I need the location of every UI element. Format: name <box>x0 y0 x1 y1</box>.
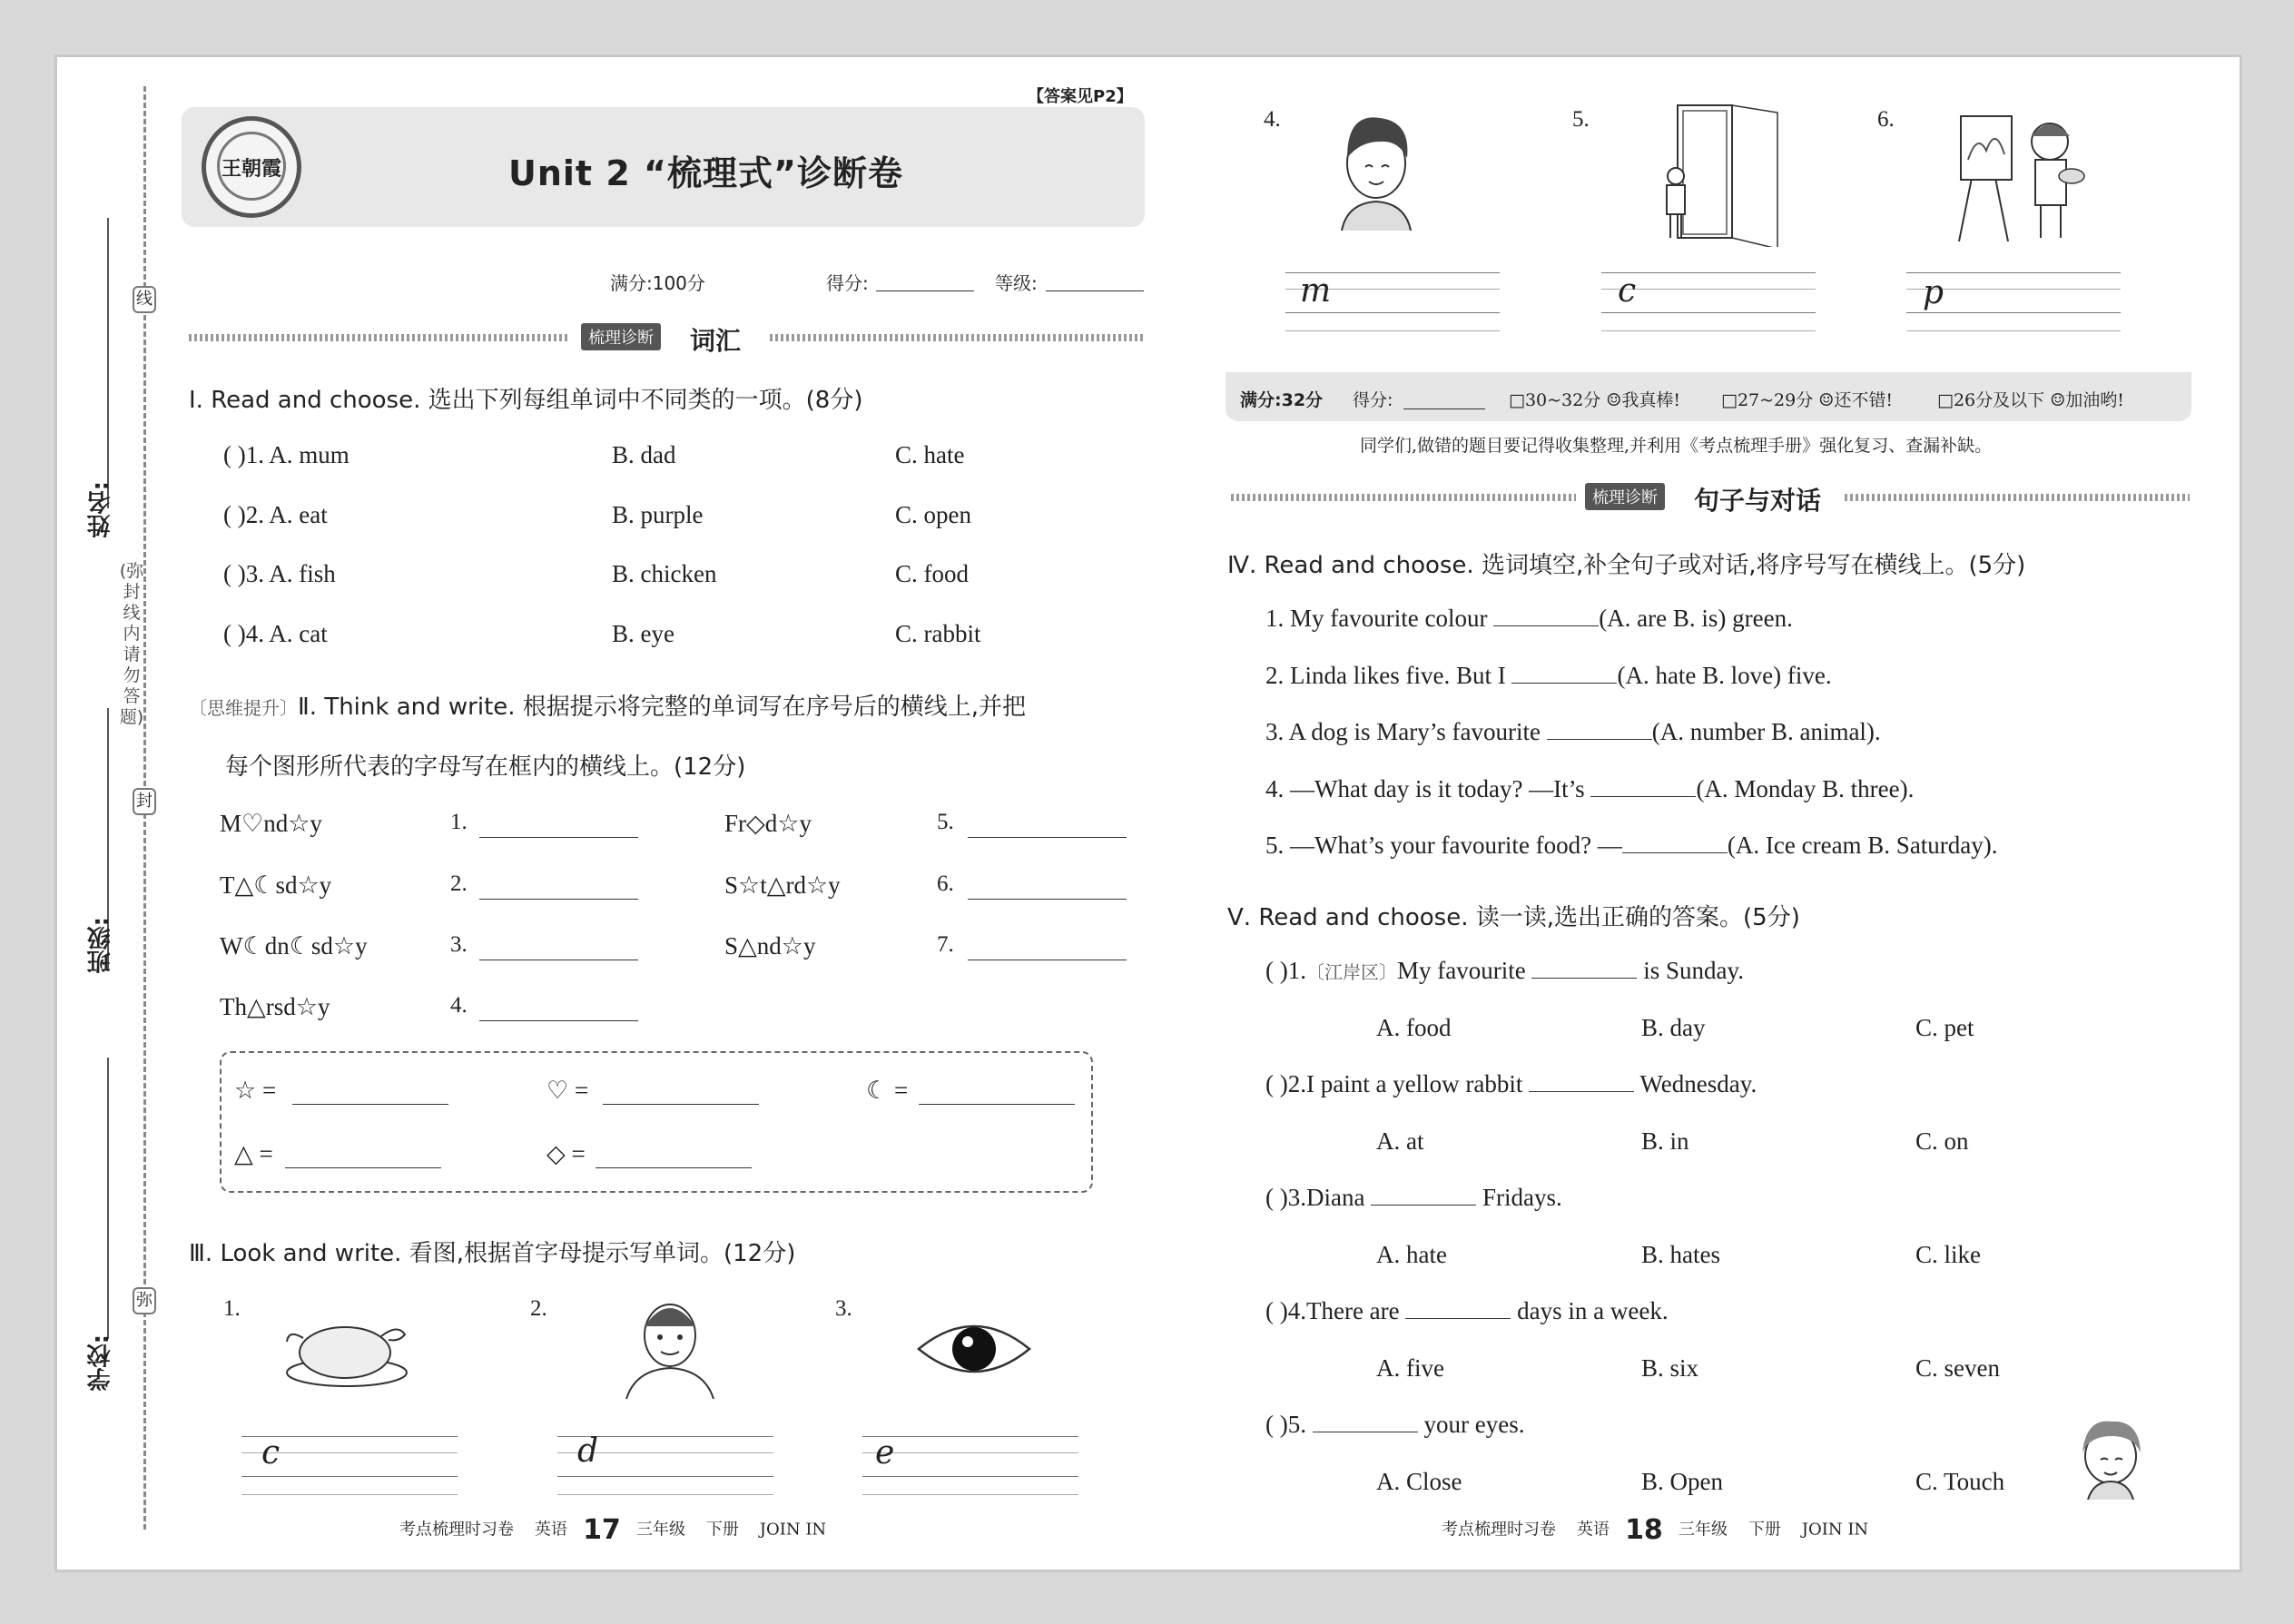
q5-blank-3 <box>1371 1205 1476 1206</box>
q4-item-5 <box>1265 832 1998 860</box>
face-picture <box>617 1294 723 1401</box>
q4-item-5-post: (A. Ice cream B. Saturday). <box>1727 832 1998 859</box>
q1-item-4-a[interactable]: ( )4. A. cat <box>223 620 328 647</box>
q4-blank-2[interactable] <box>1511 683 1617 684</box>
shape-moon: ☾ = <box>866 1077 909 1104</box>
section-title: 词汇 <box>690 326 742 356</box>
q1-item-4-b: B. eye <box>612 620 674 647</box>
q1-item-3-a[interactable]: ( )3. A. fish <box>223 560 336 587</box>
q3-line-3d <box>862 1494 1078 1495</box>
q5-item-4-c: C. seven <box>1915 1354 2000 1382</box>
q3-num-1: 1. <box>223 1296 241 1321</box>
shape-triangle-blank[interactable] <box>285 1167 441 1168</box>
q1-item-1-c: C. hate <box>895 441 965 468</box>
painting-boy-picture <box>1950 105 2086 241</box>
q4-item-4-post: (A. Monday B. three). <box>1696 775 1915 802</box>
q5-item-5-c: C. Touch <box>1915 1468 2005 1495</box>
q4-item-1-post: (A. are B. is) green. <box>1599 605 1793 632</box>
q2-blank-6[interactable] <box>968 899 1127 900</box>
q3-line-4c <box>1285 312 1500 313</box>
footer-left-series: JOIN IN <box>759 1520 827 1540</box>
q2-tag: 〔思维提升〕 <box>189 697 298 719</box>
q5-item-1-post: is Sunday. <box>1643 957 1744 984</box>
q4-item-3-pre: 3. A dog is Mary’s favourite <box>1265 718 1541 745</box>
q3-num-5: 5. <box>1572 107 1590 132</box>
q5-item-3-post: Fridays. <box>1482 1184 1562 1211</box>
q3-num-2: 2. <box>530 1296 547 1321</box>
q3-letter-3[interactable]: e <box>875 1434 895 1471</box>
q5-item-5-post: your eyes. <box>1423 1411 1525 1438</box>
section-vocab-banner <box>189 323 1144 356</box>
q2-word-1: M♡nd☆y <box>220 810 322 837</box>
q2-heading <box>189 688 1026 722</box>
score-label: 得分: <box>826 272 869 294</box>
shape-moon-blank[interactable] <box>919 1104 1075 1105</box>
q4-item-3 <box>1265 718 1881 746</box>
q4-item-5-pre: 5. —What’s your favourite food? — <box>1265 832 1622 859</box>
q5-blank-2 <box>1529 1091 1634 1092</box>
q3-letter-2[interactable]: d <box>577 1432 599 1470</box>
q5-item-5 <box>1265 1411 1524 1439</box>
q3-num-3: 3. <box>835 1296 852 1321</box>
smile-icon: ☺ <box>2050 390 2066 410</box>
seal-mark-line: 线 <box>133 286 156 313</box>
shape-triangle: △ = <box>234 1140 273 1167</box>
q5-item-1-b: B. day <box>1641 1014 1706 1041</box>
q3-line-4d <box>1285 330 1500 331</box>
roast-chicken-picture <box>281 1309 412 1391</box>
level-label: 等级: <box>995 272 1038 294</box>
q5-item-5-num[interactable]: ( )5. <box>1265 1411 1306 1438</box>
q2-blank-2[interactable] <box>479 899 638 900</box>
q3-line-3a <box>862 1436 1078 1437</box>
q5-item-2-post: Wednesday. <box>1639 1070 1757 1097</box>
q2-num-4: 4. <box>450 993 468 1018</box>
q1-item-2-c: C. open <box>895 501 971 528</box>
class-label: 班级: <box>87 917 114 974</box>
q2-word-3: W☾dn☾sd☆y <box>220 932 368 960</box>
q3-letter-6[interactable]: p <box>1923 274 1944 311</box>
q1-heading: Ⅰ. Read and choose. 选出下列每组单词中不同类的一项。(8分) <box>189 387 863 414</box>
q2-num-3: 3. <box>450 932 468 957</box>
q5-item-1 <box>1265 957 1744 985</box>
grade-score: 得分: <box>1353 390 1393 410</box>
q2-num-5: 5. <box>937 810 954 834</box>
q4-item-2-post: (A. hate B. love) five. <box>1617 662 1832 689</box>
q3-heading: Ⅲ. Look and write. 看图,根据首字母提示写单词。(12分) <box>189 1240 796 1267</box>
q5-item-3 <box>1265 1184 1562 1212</box>
grade-option-3-text: 加油哟! <box>2065 390 2124 410</box>
q5-item-3-a: A. hate <box>1376 1241 1447 1268</box>
q4-item-2 <box>1265 662 1832 690</box>
q5-item-3-c: C. like <box>1915 1241 1981 1268</box>
seal-mark-close: 弥 <box>133 1287 156 1314</box>
q3-line-5d <box>1601 330 1816 331</box>
boy-face-picture <box>1334 111 1418 231</box>
q3-line-6a <box>1906 272 2121 273</box>
q5-item-1-pre: My favourite <box>1396 957 1526 984</box>
door-picture <box>1652 102 1788 247</box>
q5-item-3-num[interactable]: ( )3. <box>1265 1184 1306 1211</box>
school-label: 学校: <box>87 1334 114 1392</box>
q2-heading-2: 每个图形所代表的字母写在框内的横线上。(12分) <box>225 753 746 781</box>
footer-right-grade: 三年级 <box>1678 1520 1728 1540</box>
footer-right-page: 18 <box>1625 1514 1663 1546</box>
score-blank[interactable] <box>876 290 974 291</box>
q3-line-1d <box>241 1494 458 1495</box>
q4-item-1 <box>1265 605 1793 633</box>
q5-item-4-num[interactable]: ( )4. <box>1265 1297 1306 1324</box>
q5-item-2-b: B. in <box>1641 1127 1689 1155</box>
q3-line-5c <box>1601 312 1816 313</box>
smile-icon: ☺ <box>1818 390 1835 410</box>
footer-right-term: 下册 <box>1748 1520 1781 1540</box>
q3-line-3c <box>862 1476 1078 1477</box>
q5-item-1-a: A. food <box>1376 1014 1452 1041</box>
q5-item-2 <box>1265 1070 1757 1098</box>
q5-item-1-num[interactable]: ( )1. <box>1265 957 1306 984</box>
eye-picture <box>915 1316 1033 1382</box>
grade-option-1-range: □30~32分 <box>1509 390 1601 410</box>
footer-right-series: JOIN IN <box>1801 1520 1869 1540</box>
q3-line-3b <box>862 1452 1078 1453</box>
q3-line-1c <box>241 1476 458 1477</box>
q1-item-2-b: B. purple <box>612 501 704 528</box>
section-title: 句子与对话 <box>1694 486 1822 516</box>
q3-line-2d <box>557 1494 773 1495</box>
brand-logo <box>202 116 301 218</box>
q5-item-2-pre: I paint a yellow rabbit <box>1305 1070 1523 1097</box>
shape-key-box <box>220 1051 1093 1193</box>
full-score: 满分:100分 <box>610 272 705 294</box>
q1-item-2-a[interactable]: ( )2. A. eat <box>223 501 328 528</box>
section-badge: 梳理诊断 <box>581 323 661 350</box>
q1-item-1-a[interactable]: ( )1. A. mum <box>223 441 350 468</box>
name-line <box>107 218 109 508</box>
q2-blank-1[interactable] <box>479 837 638 838</box>
q5-item-4 <box>1265 1297 1669 1325</box>
q5-item-4-a: A. five <box>1376 1354 1444 1382</box>
q3-letter-5[interactable]: c <box>1618 272 1637 310</box>
name-label: 姓名: <box>87 481 114 538</box>
q2-num-6: 6. <box>937 871 954 896</box>
footer-left-grade: 三年级 <box>635 1520 685 1540</box>
q2-word-4: Th△rsd☆y <box>220 993 330 1020</box>
level-blank[interactable] <box>1046 290 1144 291</box>
q4-item-3-post: (A. number B. animal). <box>1651 718 1881 745</box>
shape-heart-blank[interactable] <box>603 1104 759 1105</box>
q3-num-6: 6. <box>1877 107 1895 132</box>
q1-item-3-c: C. food <box>895 560 969 587</box>
q5-item-4-b: B. six <box>1641 1354 1699 1382</box>
school-line <box>107 1058 109 1339</box>
q2-num-2: 2. <box>450 871 468 896</box>
page-title: Unit 2 “梳理式”诊断卷 <box>508 153 903 193</box>
q4-item-4 <box>1265 775 1914 803</box>
grade-option-2[interactable] <box>1721 387 1893 411</box>
q5-item-3-b: B. hates <box>1641 1241 1720 1268</box>
q5-item-1-tag: 〔江岸区〕 <box>1305 963 1397 983</box>
q4-item-1-pre: 1. My favourite colour <box>1265 605 1488 632</box>
q5-item-3-pre: Diana <box>1305 1184 1365 1211</box>
q4-blank-3[interactable] <box>1547 739 1652 740</box>
shape-diamond-blank[interactable] <box>596 1167 752 1168</box>
q2-heading-text: Ⅱ. Think and write. 根据提示将完整的单词写在序号后的横线上,并把 <box>298 694 1027 721</box>
q5-item-2-c: C. on <box>1915 1127 1969 1155</box>
q4-blank-4[interactable] <box>1590 796 1696 797</box>
q1-item-4-c: C. rabbit <box>895 620 981 647</box>
grade-option-1[interactable] <box>1509 387 1680 411</box>
q2-blank-4[interactable] <box>479 1020 638 1021</box>
answer-ref: 【答案见P2】 <box>1028 87 1133 106</box>
q2-word-6: S☆t△rd☆y <box>724 871 841 899</box>
q4-item-4-pre: 4. —What day is it today? —It’s <box>1265 775 1585 802</box>
q5-item-4-pre: There are <box>1305 1297 1400 1324</box>
footer-left-subject: 英语 <box>534 1520 567 1540</box>
q4-blank-1[interactable] <box>1493 625 1599 626</box>
footer-left-page: 17 <box>583 1514 621 1546</box>
q2-word-7: S△nd☆y <box>724 932 816 960</box>
q4-blank-5[interactable] <box>1622 852 1728 853</box>
q2-word-5: Fr◇d☆y <box>724 810 812 837</box>
seal-mark-seal: 封 <box>133 788 156 815</box>
q5-heading: Ⅴ. Read and choose. 读一读,选出正确的答案。(5分) <box>1227 904 1800 931</box>
q2-num-1: 1. <box>450 810 468 834</box>
section-sentence-banner <box>1231 483 2190 516</box>
footer-right <box>1442 1514 1868 1546</box>
q5-item-5-b: B. Open <box>1641 1468 1723 1495</box>
q3-line-6d <box>1906 330 2121 331</box>
shape-star: ☆ = <box>234 1077 277 1104</box>
q2-blank-5[interactable] <box>968 837 1127 838</box>
q2-num-7: 7. <box>937 932 954 957</box>
q3-num-4: 4. <box>1264 107 1281 132</box>
q4-item-2-pre: 2. Linda likes five. But I <box>1265 662 1506 689</box>
seal-note: (弥封线内请勿答题) <box>119 561 144 727</box>
footer-left <box>399 1514 826 1546</box>
footer-right-book: 考点梳理时习卷 <box>1442 1520 1556 1540</box>
grade-option-2-range: □27~29分 <box>1721 390 1814 410</box>
grade-score-blank[interactable] <box>1403 408 1485 409</box>
q2-word-2: T△☾sd☆y <box>220 871 332 899</box>
shape-diamond: ◇ = <box>546 1140 586 1167</box>
q5-item-4-post: days in a week. <box>1517 1297 1669 1324</box>
q1-item-1-b: B. dad <box>612 441 676 468</box>
q5-blank-4 <box>1405 1318 1511 1319</box>
q3-line-6c <box>1906 312 2121 313</box>
q3-line-2c <box>557 1476 773 1477</box>
shape-star-blank[interactable] <box>292 1104 448 1105</box>
q4-heading: Ⅳ. Read and choose. 选词填空,补全句子或对话,将序号写在横线上。(5分) <box>1227 552 2026 579</box>
grade-full: 满分:32分 <box>1240 390 1324 410</box>
shape-heart: ♡ = <box>546 1077 589 1104</box>
grade-option-3-range: □26分及以下 <box>1937 390 2045 410</box>
q1-item-3-b: B. chicken <box>612 560 717 587</box>
q5-item-5-a: A. Close <box>1376 1468 1462 1495</box>
section-badge: 梳理诊断 <box>1585 483 1665 510</box>
footer-right-subject: 英语 <box>1576 1520 1610 1540</box>
q3-letter-1[interactable]: c <box>261 1434 281 1471</box>
girl-mascot-picture <box>2070 1416 2151 1500</box>
smile-icon: ☺ <box>1606 390 1622 410</box>
footer-left-term: 下册 <box>705 1520 739 1540</box>
q5-blank-1 <box>1531 978 1637 979</box>
q5-item-1-c: C. pet <box>1915 1014 1974 1041</box>
brand-logo-text: 王朝霞 <box>217 132 286 201</box>
q3-letter-4[interactable]: m <box>1300 272 1332 310</box>
q5-item-2-num[interactable]: ( )2. <box>1265 1070 1306 1097</box>
review-tip: 同学们,做错的题目要记得收集整理,并利用《考点梳理手册》强化复习、查漏补缺。 <box>1360 436 1993 456</box>
grade-option-2-text: 还不错! <box>1834 390 1893 410</box>
grade-option-1-text: 我真棒! <box>1621 390 1680 410</box>
q5-item-2-a: A. at <box>1376 1127 1424 1155</box>
grade-option-3[interactable] <box>1937 387 2124 411</box>
footer-left-book: 考点梳理时习卷 <box>399 1520 514 1540</box>
